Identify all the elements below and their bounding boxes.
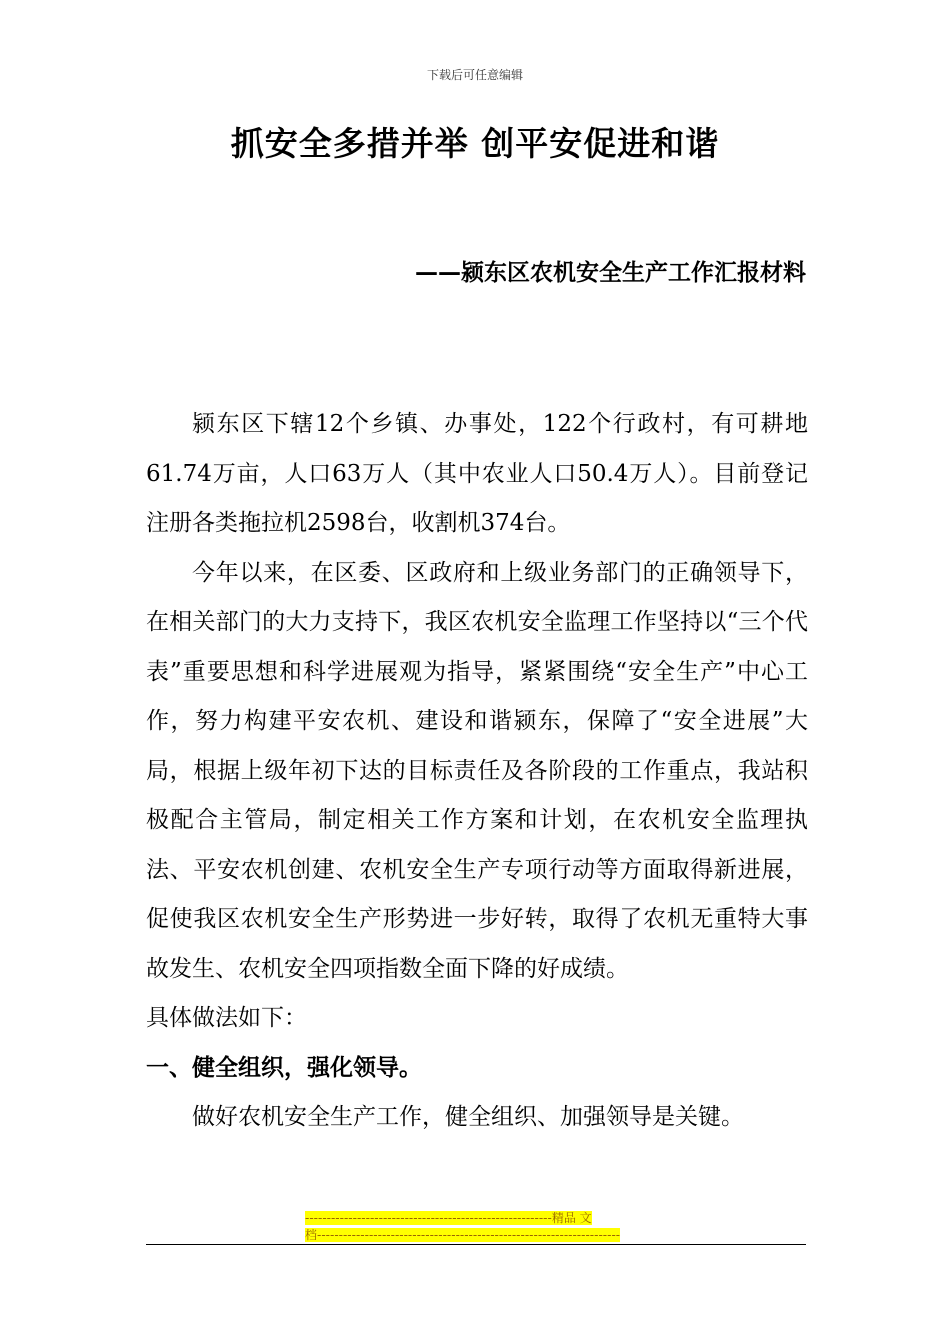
footer-watermark-line1: ---------------------------------------------------------精品 文 <box>305 1211 592 1225</box>
paragraph-section-1: 做好农机安全生产工作，健全组织、加强领导是关键。 <box>192 1104 744 1130</box>
paragraph-overview: 颍东区下辖12个乡镇、办事处，122个行政村，有可耕地61.74万亩，人口63万人（其中农业人口50.4万人）。目前登记注册各类拖拉机2598台，收割机374台。 <box>146 411 808 536</box>
paragraph-work-summary: 今年以来，在区委、区政府和上级业务部门的正确领导下，在相关部门的大力支持下，我区农机安全监理工作坚持以“三个代表”重要思想和科学进展观为指导，紧紧围绕“安全生产”中心工作，努力构建平安农机、建设和谐颍东，保障了“安全进展”大局，根据上级年初下达的目标责任及各阶段的工作重点，我站积极配合主管局，制定相关工作方案和计划，在农机安全监理执法、平安农机创建、农机安全生产专项行动等方面取得新进展，促使我区农机安全生产形势进一步好转，取得了农机无重特大事故发生、农机安全四项指数全面下降的好成绩。 <box>146 559 808 982</box>
paragraph-methods-intro: 具体做法如下： <box>146 1005 307 1031</box>
section-heading-1: 一、健全组织，强化领导。 <box>146 1054 422 1081</box>
footer-watermark-line2: 档---------------------------------------------------------------------- <box>305 1228 621 1242</box>
document-body <box>146 400 808 1143</box>
document-subtitle: ——颍东区农机安全生产工作汇报材料 <box>415 260 806 286</box>
footer-watermark <box>305 1210 650 1244</box>
footer-divider <box>146 1244 806 1245</box>
header-note: 下载后可任意编辑 <box>426 68 523 82</box>
document-title: 抓安全多措并举 创平安促进和谐 <box>230 124 720 163</box>
